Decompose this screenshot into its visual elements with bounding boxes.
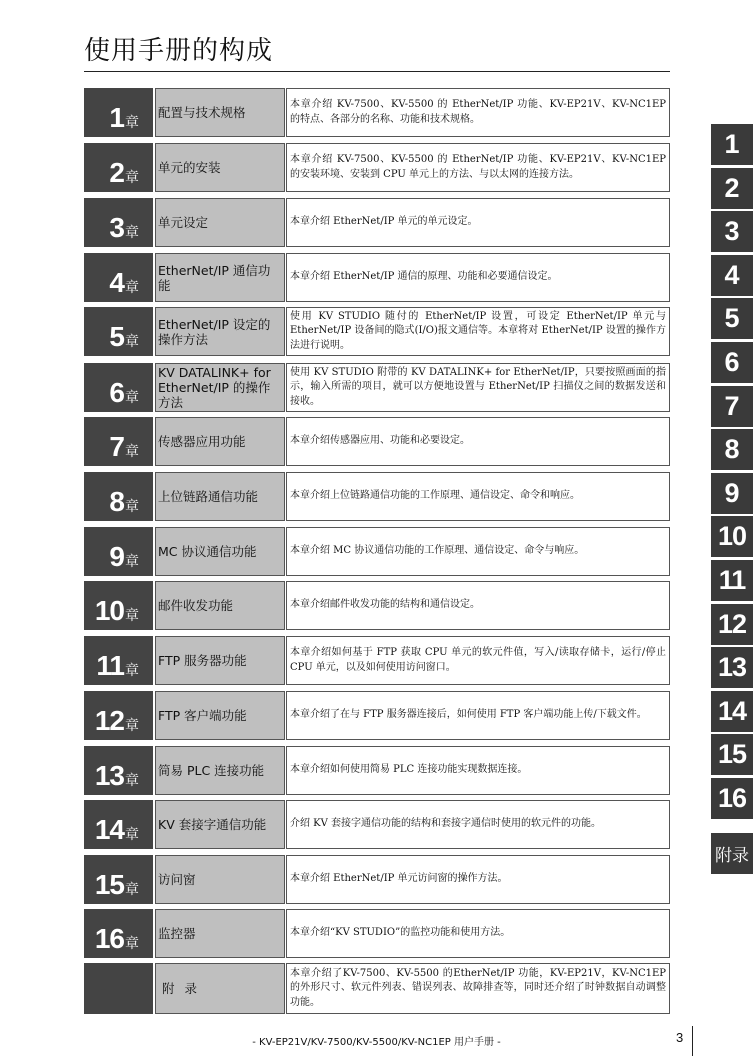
chapter-row [84,527,670,576]
chapter-row [84,855,670,904]
chapter-unit: 章 [125,882,139,898]
index-tab-9[interactable]: 9 [711,473,753,514]
chapter-unit: 章 [125,773,139,789]
appendix-row [84,963,670,1014]
chapter-number-cell [84,472,153,521]
chapter-row [84,307,670,356]
chapter-number-cell [84,253,153,302]
chapter-number-cell [84,581,153,630]
chapter-description: 本章介绍传感器应用、功能和必要设定。 [286,417,670,466]
chapter-number: 11 [96,650,124,681]
chapter-description: 本章介绍 KV-7500、KV-5500 的 EtherNet/IP 功能、KV-EP21V、KV-NC1EP 的特点、各部分的名称、功能和技术规格。 [286,88,670,137]
chapter-title: 监控器 [155,909,285,958]
index-tab-5[interactable]: 5 [711,298,753,339]
chapter-row [84,581,670,630]
chapter-description: 本章介绍邮件收发功能的结构和通信设定。 [286,581,670,630]
chapter-row [84,636,670,685]
chapter-unit: 章 [125,225,139,241]
chapter-number-cell [84,691,153,740]
chapter-description: 本章介绍了在与 FTP 服务器连接后，如何使用 FTP 客户端功能上传/下载文件。 [286,691,670,740]
chapter-description: 本章介绍 KV-7500、KV-5500 的 EtherNet/IP 功能、KV-EP21V、KV-NC1EP 的安装环境、安装到 CPU 单元上的方法、与以太网的连接方法。 [286,143,670,192]
chapter-number-cell [84,909,153,958]
chapter-title: MC 协议通信功能 [155,527,285,576]
page-title: 使用手册的构成 [84,36,274,66]
page-footer: - KV-EP21V/KV-7500/KV-5500/KV-NC1EP 用户手册 - [252,1037,501,1048]
chapter-number: 15 [94,869,124,900]
chapter-title: 上位链路通信功能 [155,472,285,521]
chapter-row [84,143,670,192]
index-tab-3[interactable]: 3 [711,211,753,252]
page-number: 3 [676,1030,684,1045]
chapter-title: 简易 PLC 连接功能 [155,746,285,795]
chapter-title: 配置与技术规格 [155,88,285,137]
chapter-unit: 章 [125,115,139,131]
chapter-row [84,253,670,302]
chapter-title: EtherNet/IP 设定的操作方法 [155,307,285,356]
chapter-number: 10 [94,595,124,626]
chapter-unit: 章 [125,499,139,515]
chapter-number-cell [84,363,153,412]
chapter-description: 本章介绍“KV STUDIO”的监控功能和使用方法。 [286,909,670,958]
index-tab-1[interactable]: 1 [711,124,753,165]
chapter-title: 传感器应用功能 [155,417,285,466]
appendix-title: 附 录 [155,963,285,1014]
chapter-number: 14 [94,814,124,845]
chapter-row [84,88,670,137]
chapter-number: 5 [109,321,124,352]
index-tab-4[interactable]: 4 [711,255,753,296]
chapter-description: 本章介绍 EtherNet/IP 单元访问窗的操作方法。 [286,855,670,904]
chapter-number: 12 [94,705,124,736]
chapter-unit: 章 [125,390,139,406]
index-tab-7[interactable]: 7 [711,386,753,427]
chapter-number: 1 [109,102,124,133]
chapter-number: 16 [94,923,124,954]
chapter-unit: 章 [125,170,139,186]
chapter-row [84,909,670,958]
chapter-number: 8 [109,486,124,517]
index-tab-11[interactable]: 11 [711,560,753,601]
chapter-number: 3 [109,212,124,243]
chapter-number-cell [84,88,153,137]
chapter-number-cell [84,143,153,192]
chapter-unit: 章 [125,444,139,460]
chapter-number: 2 [109,157,124,188]
page-number-divider [692,1026,693,1056]
chapter-unit: 章 [125,554,139,570]
chapter-unit: 章 [125,718,139,734]
chapter-description: 介绍 KV 套接字通信功能的结构和套接字通信时使用的软元件的功能。 [286,800,670,849]
chapter-unit: 章 [125,936,139,952]
index-tab-16[interactable]: 16 [711,778,753,819]
chapter-description: 使用 KV STUDIO 随付的 EtherNet/IP 设置，可设定 EtherNet/IP 单元与 EtherNet/IP 设备间的隐式(I/O)报文通信等。本章将对 EtherNet/IP 设置的操作方法进行说明。 [286,307,670,356]
index-tab-12[interactable]: 12 [711,604,753,645]
chapter-row [84,198,670,247]
chapter-number-cell [84,307,153,356]
chapter-description: 本章介绍 MC 协议通信功能的工作原理、通信设定、命令与响应。 [286,527,670,576]
chapter-row [84,746,670,795]
appendix-number-cell [84,963,153,1014]
chapter-title: 访问窗 [155,855,285,904]
chapter-description: 本章介绍上位链路通信功能的工作原理、通信设定、命令和响应。 [286,472,670,521]
chapter-unit: 章 [125,280,139,296]
chapter-row [84,472,670,521]
chapter-row [84,363,670,412]
index-tab-14[interactable]: 14 [711,691,753,732]
chapter-unit: 章 [125,608,139,624]
index-tab-6[interactable]: 6 [711,342,753,383]
chapter-number-cell [84,527,153,576]
chapter-title: 邮件收发功能 [155,581,285,630]
index-tab-appendix[interactable]: 附录 [711,833,753,874]
chapter-number-cell [84,636,153,685]
index-tab-10[interactable]: 10 [711,516,753,557]
chapter-title: EtherNet/IP 通信功能 [155,253,285,302]
chapter-description: 使用 KV STUDIO 附带的 KV DATALINK+ for EtherNet/IP，只要按照画面的指示，输入所需的项目，就可以方便地设置与 EtherNet/IP 扫描仪之间的数据发送和接收。 [286,363,670,412]
index-tab-13[interactable]: 13 [711,647,753,688]
chapter-unit: 章 [125,663,139,679]
chapter-title: 单元的安装 [155,143,285,192]
title-divider [84,71,670,72]
chapter-unit: 章 [125,827,139,843]
chapter-number-cell [84,746,153,795]
chapter-title: KV 套接字通信功能 [155,800,285,849]
chapter-row [84,417,670,466]
chapter-number: 4 [109,267,124,298]
appendix-description: 本章介绍了KV-7500、KV-5500 的EtherNet/IP 功能，KV-EP21V，KV-NC1EP 的外形尺寸、软元件列表、错误列表、故障排查等，同时还介绍了时钟数据自动调整功能。 [286,963,670,1014]
index-tab-8[interactable]: 8 [711,429,753,470]
chapter-title: KV DATALINK+ for EtherNet/IP 的操作方法 [155,363,285,412]
chapter-title: FTP 服务器功能 [155,636,285,685]
chapter-number: 6 [109,377,124,408]
chapter-row [84,691,670,740]
index-tab-15[interactable]: 15 [711,734,753,775]
chapter-number-cell [84,855,153,904]
chapter-number: 9 [109,541,124,572]
chapter-description: 本章介绍 EtherNet/IP 通信的原理、功能和必要通信设定。 [286,253,670,302]
chapter-row [84,800,670,849]
chapter-title: FTP 客户端功能 [155,691,285,740]
chapter-description: 本章介绍 EtherNet/IP 单元的单元设定。 [286,198,670,247]
chapter-description: 本章介绍如何基于 FTP 获取 CPU 单元的软元件值，写入/读取存储卡，运行/停止 CPU 单元，以及如何使用访问窗口。 [286,636,670,685]
chapter-number-cell [84,198,153,247]
chapter-unit: 章 [125,334,139,350]
chapter-number: 7 [109,431,124,462]
chapter-number-cell [84,417,153,466]
chapter-title: 单元设定 [155,198,285,247]
index-tab-2[interactable]: 2 [711,168,753,209]
chapter-description: 本章介绍如何使用简易 PLC 连接功能实现数据连接。 [286,746,670,795]
chapter-number-cell [84,800,153,849]
chapter-number: 13 [94,760,124,791]
